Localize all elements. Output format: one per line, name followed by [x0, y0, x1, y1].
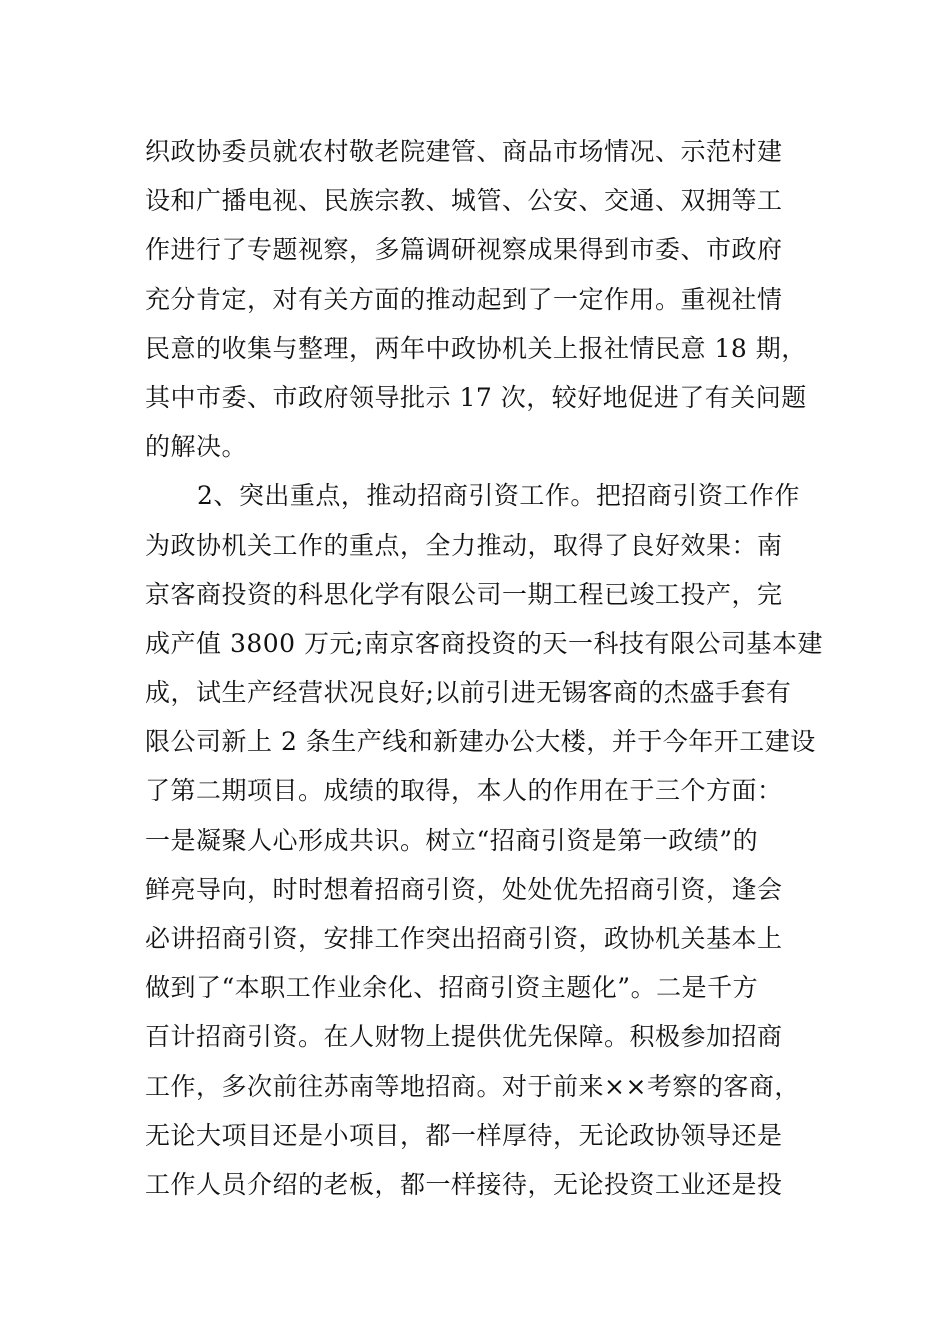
text-line: 的解决。 — [145, 432, 248, 462]
text-line: 成，试生产经营状况良好;以前引进无锡客商的杰盛手套有 — [145, 678, 792, 708]
text-line: 无论大项目还是小项目，都一样厚待，无论政协领导还是 — [145, 1120, 783, 1150]
text-line: 必讲招商引资，安排工作突出招商引资，政协机关基本上 — [145, 924, 783, 953]
text-line: 工作人员介绍的老板，都一样接待，无论投资工业还是投 — [145, 1169, 783, 1199]
body-text — [145, 127, 835, 1209]
text-line: 其中市委、市政府领导批示 17 次，较好地促进了有关问题 — [145, 382, 807, 412]
text-line: 民意的收集与整理，两年中政协机关上报社情民意 18 期， — [145, 333, 807, 363]
text-line: 工作，多次前往苏南等地招商。对于前来××考察的客商， — [145, 1071, 800, 1101]
text-line: 成产值 3800 万元;南京客商投资的天一科技有限公司基本建 — [145, 628, 823, 658]
text-line: 做到了“本职工作业余化、招商引资主题化”。二是千方 — [145, 973, 759, 1003]
text-line: 鲜亮导向，时时想着招商引资，处处优先招商引资，逢会 — [145, 874, 783, 904]
text-line: 了第二期项目。成绩的取得，本人的作用在于三个方面： — [145, 776, 783, 806]
text-line: 一是凝聚人心形成共识。树立“招商引资是第一政绩”的 — [145, 825, 759, 855]
text-line: 充分肯定，对有关方面的推动起到了一定作用。重视社情 — [145, 284, 783, 314]
text-line: 织政协委员就农村敬老院建管、商品市场情况、示范村建 — [145, 137, 783, 166]
text-line: 作进行了专题视察，多篇调研视察成果得到市委、市政府 — [145, 235, 783, 265]
text-line: 限公司新上 2 条生产线和新建办公大楼，并于今年开工建设 — [145, 727, 816, 757]
text-line: 设和广播电视、民族宗教、城管、公安、交通、双拥等工 — [145, 186, 783, 216]
text-line: 为政协机关工作的重点，全力推动，取得了良好效果：南 — [145, 530, 783, 560]
text-line: 百计招商引资。在人财物上提供优先保障。积极参加招商 — [145, 1022, 783, 1052]
paragraph-start-line: 2、突出重点，推动招商引资工作。把招商引资工作作 — [197, 481, 800, 511]
text-line: 京客商投资的科思化学有限公司一期工程已竣工投产，完 — [145, 579, 783, 609]
